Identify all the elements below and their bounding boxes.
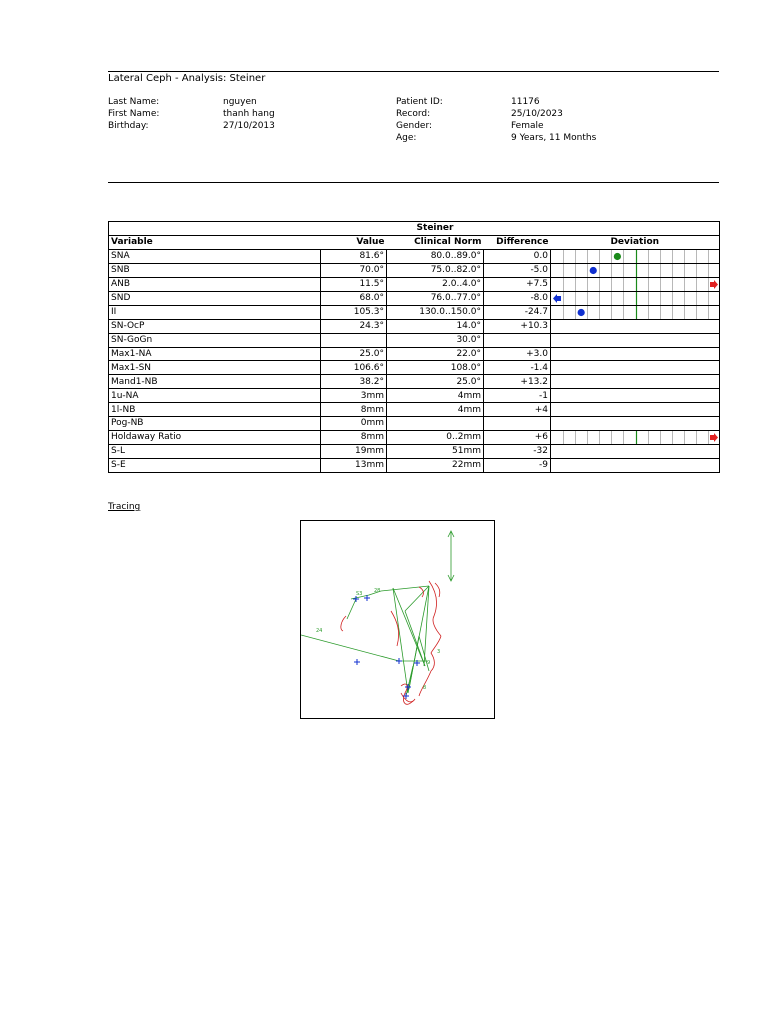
- cell-variable: S-E: [109, 458, 321, 472]
- cell-deviation: [551, 430, 720, 444]
- table-row: [109, 361, 720, 375]
- cell-value: 8mm: [321, 430, 387, 444]
- cell-variable: Max1-NA: [109, 347, 321, 361]
- cell-deviation: [551, 347, 720, 361]
- header-variable: Variable: [109, 235, 321, 249]
- cell-clinical-norm: 4mm: [387, 389, 484, 403]
- cell-value: 25.0°: [321, 347, 387, 361]
- cell-value: 8mm: [321, 403, 387, 417]
- tracing-image: [300, 520, 495, 719]
- cell-variable: 1u-NA: [109, 389, 321, 403]
- patient-id-value: 11176: [511, 97, 540, 107]
- cell-variable: Pog-NB: [109, 417, 321, 431]
- patient-id-label: Patient ID:: [396, 97, 443, 107]
- table-row: [109, 333, 720, 347]
- cell-value: 13mm: [321, 458, 387, 472]
- header-value: Value: [321, 235, 387, 249]
- cell-deviation: [551, 249, 720, 263]
- cell-deviation: [551, 444, 720, 458]
- cell-variable: S-L: [109, 444, 321, 458]
- cell-difference: [484, 417, 551, 431]
- cell-difference: [484, 333, 551, 347]
- table-row: [109, 249, 720, 263]
- deviation-dot: [614, 253, 621, 260]
- age-label: Age:: [396, 133, 417, 143]
- cell-difference: +10.3: [484, 319, 551, 333]
- cell-variable: Mand1-NB: [109, 375, 321, 389]
- cell-deviation: [551, 263, 720, 277]
- cell-deviation: [551, 361, 720, 375]
- cell-deviation: [551, 458, 720, 472]
- cell-clinical-norm: 108.0°: [387, 361, 484, 375]
- report-title: Lateral Ceph - Analysis: Steiner: [108, 73, 266, 84]
- cell-deviation: [551, 403, 720, 417]
- cell-variable: SN-OcP: [109, 319, 321, 333]
- cell-clinical-norm: 51mm: [387, 444, 484, 458]
- cell-clinical-norm: 76.0..77.0°: [387, 291, 484, 305]
- table-row: [109, 430, 720, 444]
- header-norm: Clinical Norm: [387, 235, 484, 249]
- group-title: Steiner: [416, 223, 454, 234]
- cell-value: 24.3°: [321, 319, 387, 333]
- table-row: [109, 347, 720, 361]
- gender-value: Female: [511, 121, 544, 131]
- age-value: 9 Years, 11 Months: [511, 133, 597, 143]
- deviation-scale: [551, 250, 720, 263]
- table-group-header-row: [109, 222, 720, 236]
- tracing-label: 3: [437, 649, 441, 655]
- cell-difference: +13.2: [484, 375, 551, 389]
- table-row: [109, 263, 720, 277]
- cell-difference: +3.0: [484, 347, 551, 361]
- table-row: [109, 444, 720, 458]
- cell-deviation: [551, 375, 720, 389]
- cell-clinical-norm: 75.0..82.0°: [387, 263, 484, 277]
- tracing-label: 9: [427, 660, 431, 666]
- steiner-table: [108, 221, 720, 473]
- cell-value: 105.3°: [321, 305, 387, 319]
- cell-clinical-norm: 80.0..89.0°: [387, 249, 484, 263]
- table-row: [109, 458, 720, 472]
- cell-variable: SND: [109, 291, 321, 305]
- deviation-arrow-right-icon: [710, 433, 718, 442]
- cell-clinical-norm: 22mm: [387, 458, 484, 472]
- cell-variable: SNA: [109, 249, 321, 263]
- tracing-label: 28: [374, 588, 381, 594]
- patient-values-left: [223, 96, 275, 132]
- cell-variable: SNB: [109, 263, 321, 277]
- deviation-scale: [551, 306, 720, 319]
- cell-value: [321, 333, 387, 347]
- table-row: [109, 291, 720, 305]
- first-name-value: thanh hang: [223, 109, 275, 119]
- cell-value: 68.0°: [321, 291, 387, 305]
- deviation-scale: [551, 278, 720, 291]
- cell-variable: Holdaway Ratio: [109, 430, 321, 444]
- tracing-label: 24: [316, 628, 323, 634]
- cell-clinical-norm: 14.0°: [387, 319, 484, 333]
- birthday-value: 27/10/2013: [223, 121, 275, 131]
- cell-clinical-norm: 2.0..4.0°: [387, 277, 484, 291]
- cell-difference: +6: [484, 430, 551, 444]
- cell-difference: -9: [484, 458, 551, 472]
- cell-deviation: [551, 291, 720, 305]
- deviation-dot: [590, 267, 597, 274]
- record-label: Record:: [396, 109, 431, 119]
- cell-variable: Max1-SN: [109, 361, 321, 375]
- cell-value: 81.6°: [321, 249, 387, 263]
- tracing-label: S3: [356, 591, 363, 597]
- tracing-label: 8: [423, 685, 427, 691]
- cell-deviation: [551, 417, 720, 431]
- header-deviation: Deviation: [551, 235, 720, 249]
- patient-labels-left: [108, 96, 159, 132]
- last-name-label: Last Name:: [108, 97, 160, 107]
- deviation-arrow-left-icon: [553, 294, 561, 303]
- cell-difference: 0.0: [484, 249, 551, 263]
- cell-variable: SN-GoGn: [109, 333, 321, 347]
- cell-clinical-norm: 30.0°: [387, 333, 484, 347]
- cell-value: 11.5°: [321, 277, 387, 291]
- cephalometric-tracing: [301, 521, 494, 718]
- deviation-scale: [551, 292, 720, 305]
- table-row: [109, 403, 720, 417]
- cell-difference: -1: [484, 389, 551, 403]
- cell-clinical-norm: [387, 417, 484, 431]
- table-row: [109, 319, 720, 333]
- cell-value: 3mm: [321, 389, 387, 403]
- cell-clinical-norm: 25.0°: [387, 375, 484, 389]
- first-name-label: First Name:: [108, 109, 160, 119]
- top-rule: [108, 71, 719, 72]
- cell-difference: -24.7: [484, 305, 551, 319]
- tracing-link[interactable]: Tracing: [108, 502, 141, 512]
- cell-difference: -5.0: [484, 263, 551, 277]
- cell-deviation: [551, 389, 720, 403]
- cell-difference: +7.5: [484, 277, 551, 291]
- table-row: [109, 305, 720, 319]
- cell-deviation: [551, 277, 720, 291]
- patient-values-right: [511, 96, 596, 144]
- table-row: [109, 417, 720, 431]
- cell-deviation: [551, 319, 720, 333]
- deviation-dot: [578, 309, 585, 316]
- cell-variable: 1l-NB: [109, 403, 321, 417]
- cell-clinical-norm: 4mm: [387, 403, 484, 417]
- cell-clinical-norm: 130.0..150.0°: [387, 305, 484, 319]
- cell-difference: -32: [484, 444, 551, 458]
- table-row: [109, 375, 720, 389]
- cell-deviation: [551, 305, 720, 319]
- deviation-scale: [551, 431, 720, 444]
- patient-labels-right: [396, 96, 443, 144]
- table-row: [109, 277, 720, 291]
- cell-variable: II: [109, 305, 321, 319]
- cell-difference: -8.0: [484, 291, 551, 305]
- cell-value: 38.2°: [321, 375, 387, 389]
- header-difference: Difference: [484, 235, 551, 249]
- cell-difference: -1.4: [484, 361, 551, 375]
- cell-difference: +4: [484, 403, 551, 417]
- cell-deviation: [551, 333, 720, 347]
- cell-clinical-norm: 22.0°: [387, 347, 484, 361]
- cell-variable: ANB: [109, 277, 321, 291]
- header-bottom-rule: [108, 182, 719, 183]
- gender-label: Gender:: [396, 121, 433, 131]
- deviation-scale: [551, 264, 720, 277]
- cell-value: 70.0°: [321, 263, 387, 277]
- birthday-label: Birthday:: [108, 121, 149, 131]
- cell-clinical-norm: 0..2mm: [387, 430, 484, 444]
- cell-value: 0mm: [321, 417, 387, 431]
- table-row: [109, 389, 720, 403]
- table-header-row: [109, 235, 720, 249]
- cell-value: 19mm: [321, 444, 387, 458]
- record-value: 25/10/2023: [511, 109, 563, 119]
- cell-value: 106.6°: [321, 361, 387, 375]
- last-name-value: nguyen: [223, 97, 257, 107]
- deviation-arrow-right-icon: [710, 280, 718, 289]
